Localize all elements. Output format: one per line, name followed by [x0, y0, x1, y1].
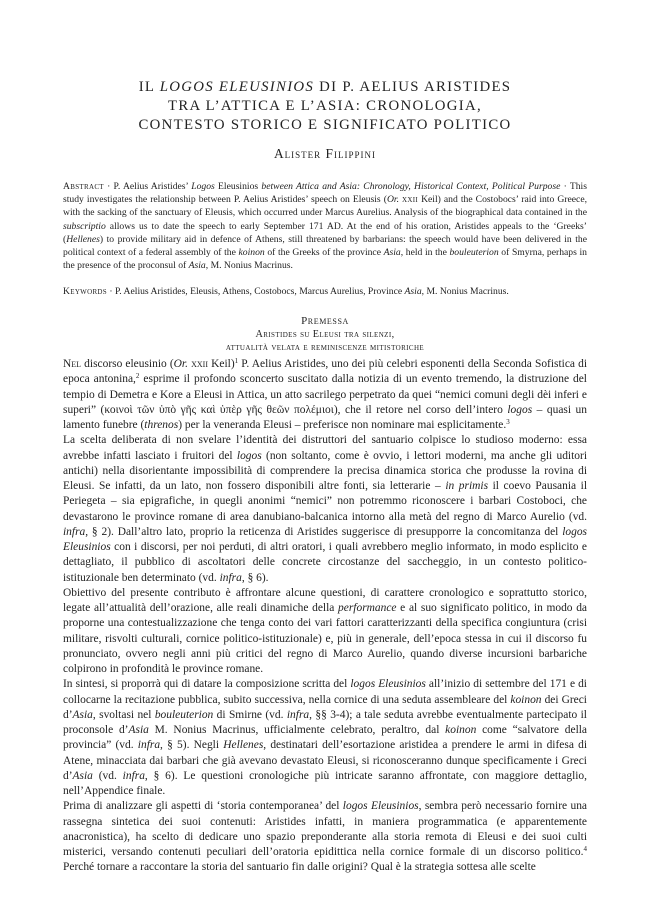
author-name: Alister Filippini [274, 146, 376, 161]
article-title [60, 78, 590, 135]
title-line-3: CONTESTO STORICO E SIGNIFICATO POLITICO [138, 117, 512, 133]
section-subheading-2: attualità velata e reminiscenze mitistoriche [225, 342, 425, 353]
keywords: Keywords · P. Aelius Aristides, Eleusis, Athens, Costobocs, Marcus Aurelius, Province Asia, M. Nonius Macrinus. [63, 286, 509, 297]
paragraph: La scelta deliberata di non svelare l’identità dei distruttori del santuario colpisce lo studioso moderno: essa avrebbe infatti lasciato i fruitori del logos (non soltanto, come è ovvio, i lettori moderni, ma anche gli uditori antichi) nella disorientante impossibilità di comprendere la precisa dinamica storica che produsse la rovina di Eleusi. Se infatti, da un lato, non fossero disponibili altre fonti, sia letterarie – in primis il coevo Pausania il Periegeta – sia epigrafiche, in quegli anonimi “nemici” non potremmo riconoscere i barbari Costoboci, che devastarono le province romane di area danubiano-balcanica intorno alla metà del regno di Marco Aurelio (vd. infra, § 2). Dall’altro lato, proprio la reticenza di Aristides suggerisce di presupporre la concomitanza del logos Eleusinios con i discorsi, per noi perduti, di altri oratori, i quali avrebbero meglio informato, in modo esplicito e dettagliato, il pubblico di ascoltatori delle concrete circostanze del saccheggio, in un contesto politico-istituzionale ben determinato (vd. infra, § 6). [63, 434, 588, 584]
section-heading: Premessa [301, 315, 349, 327]
abstract: Abstract · P. Aelius Aristides’ Logos Eleusinios between Attica and Asia: Chronology, Historical Context, Political Purpose · This study investigates the relationship between P. Aelius Aristides’ speech on Eleusis (Or. xxii Keil) and the Costobocs’ raid into Greece, with the sacking of the sanctuary of Eleusis, which occurred under Marcus Aurelius. Analysis of the biographical data contained in the subscriptio allows us to date the speech to early September 171 AD. At the end of his oration, Aristides appeals to the ‘Greeks’ (Hellenes) to provide military aid in defence of Athens, still threatened by barbarians: the speech would have been delivered in the political context of a federal assembly of the koinon of the Greeks of the province Asia, held in the bouleuterion of Smyrna, perhaps in the presence of the proconsul of Asia, M. Nonius Macrinus. [63, 181, 587, 272]
paragraph: Obiettivo del presente contributo è affrontare alcune questioni, di carattere cronologico e soprattutto storico, legate all’attualità dell’orazione, alle reali dinamiche della performance e al suo significato politico, in modo da proporne una contestualizzazione che tenga conto dei vari fattori caratterizzanti della specifica congiuntura (crisi militare, risvolti culturali, cornice politico-istituzionale) e, più in generale, dell’epoca stessa in cui il discorso fu pronunciato, ovvero negli anni più critici del regno di Marco Aurelio, quando diverse incursioni barbariche colpirono in profondità le province romane. [63, 586, 588, 675]
paragraph: Nel discorso eleusinio (Or. xxii Keil)$^1$ P. Aelius Aristides, uno dei più celebri esponenti della Seconda Sofistica di epoca antonina,$^2$ esprime il profondo sconcerto suscitato dalla notizia di un evento tremendo, la distruzione del tempio di Demetra e Kore a Eleusi in Attica, un atto sacrilego perpetrato da quei “nemici comuni degli dèi inferi e superi” (κοινοὶ τῶν ὑπὸ γῆς καὶ ὑπὲρ γῆς θεῶν πολέμιοι), che il retore nel corso dell’intero logos – quasi un lamento funebre (threnos) per la veneranda Eleusi – preferisce non nominare mai esplicitamente.$^3$ [63, 357, 588, 431]
title-line-2: TRA L’ATTICA E L’ASIA: CRONOLOGIA, [168, 98, 482, 114]
title-line-1: IL LOGOS ELEUSINIOS DI P. AELIUS ARISTIDES [138, 79, 512, 95]
paragraph: Prima di analizzare gli aspetti di ‘storia contemporanea’ del logos Eleusinios, sembra però necessario fornire una rassegna sintetica dei suoi contenuti: Aristides infatti, in maniera programmatica (e apparentemente anacronistica), ha scelto di dedicare uno spazio preponderante alla storia remota di Eleusi e dei suoi culti misterici, versando contenuti peculiari dell’oratoria epidittica nella cornice formale di un discorso politico.$^4$ Perché tornare a raccontare la storia del santuario fin dalle origini? Qual è la strategia sottesa alle scelte [63, 800, 587, 874]
section-subheading-1: Aristides su Eleusi tra silenzi, [255, 329, 395, 340]
paragraph: In sintesi, si proporrà qui di datare la composizione scritta del logos Eleusinios all’inizio di settembre del 171 e di collocarne la recitazione pubblica, subito successiva, nella cornice di una seduta assembleare del koinon dei Greci d’Asia, svoltasi nel bouleuterion di Smirne (vd. infra, §§ 3-4); a tale seduta avrebbe eventualmente partecipato il proconsole d’Asia M. Nonius Macrinus, ufficialmente celebrato, peraltro, dal koinon come “salvatore della provincia” (vd. infra, § 5). Negli Hellenes, destinatari dell’esortazione aristidea a prendere le armi in difesa di Atene, minacciata dai barbari che già avevano devastato Eleusi, si riconosceranno dunque specificamente i Greci d’Asia (vd. infra, § 6). Le questioni cronologiche più intricate saranno affrontate, con maggiore dettaglio, nell’Appendice finale. [63, 678, 588, 797]
body-text [63, 357, 587, 876]
